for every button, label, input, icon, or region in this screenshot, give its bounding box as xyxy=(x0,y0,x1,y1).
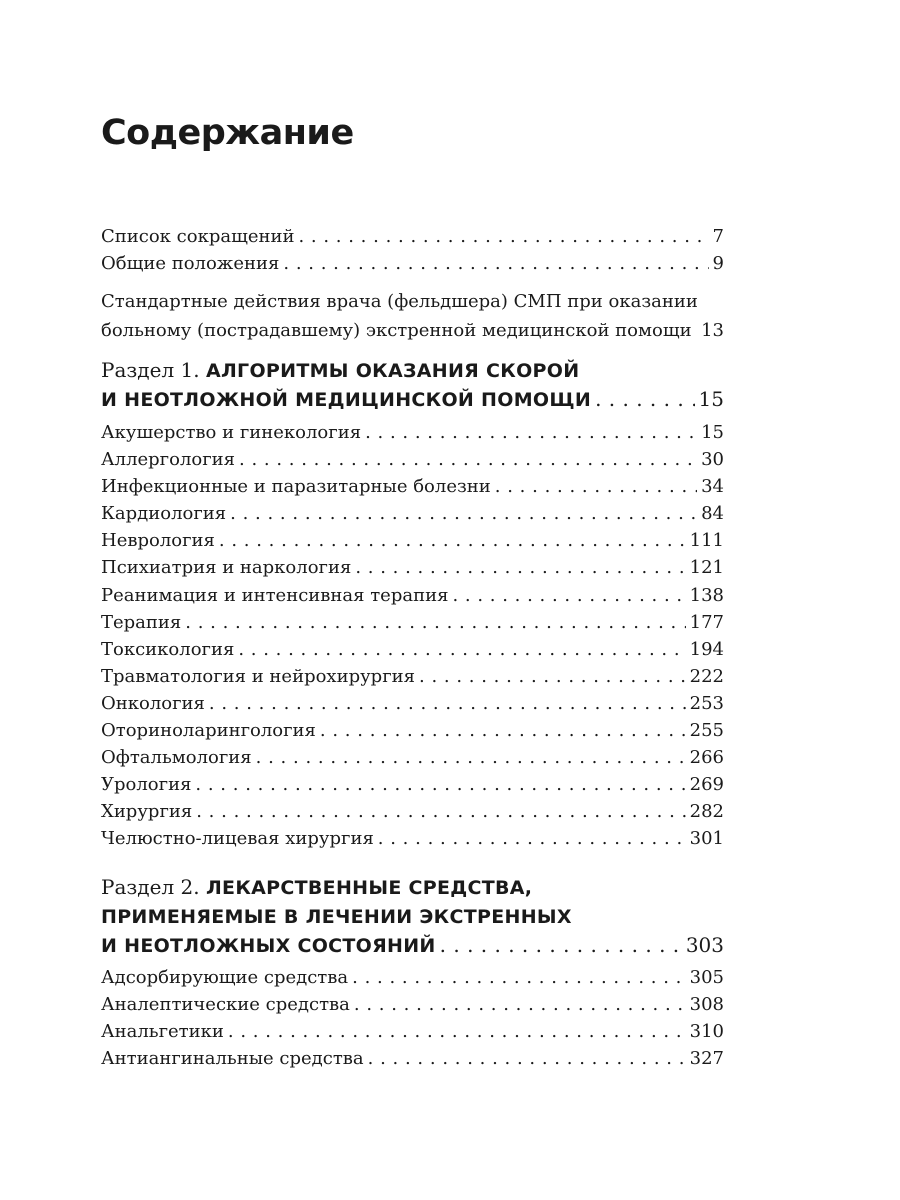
toc-entry[interactable] xyxy=(101,554,724,581)
dot-leader xyxy=(196,798,685,825)
entry-page: 327 xyxy=(689,1048,724,1070)
entry-page: 266 xyxy=(689,747,724,769)
dot-leader xyxy=(219,527,686,554)
section-2-line3 xyxy=(101,931,724,960)
intro-list xyxy=(101,223,724,277)
section-title-line2: ПРИМЕНЯЕМЫЕ В ЛЕЧЕНИИ ЭКСТРЕННЫХ xyxy=(101,906,572,928)
page-title: Содержание xyxy=(101,113,354,153)
dot-leader xyxy=(355,554,685,581)
toc-entry[interactable] xyxy=(101,473,724,500)
dot-leader xyxy=(495,473,697,500)
dot-leader xyxy=(320,717,686,744)
section-title-line1: ЛЕКАРСТВЕННЫЕ СРЕДСТВА, xyxy=(205,877,533,899)
entry-last-line xyxy=(101,317,724,344)
dot-leader xyxy=(452,582,685,609)
entry-page: 9 xyxy=(712,253,724,274)
dot-leader xyxy=(209,690,686,717)
section-page: 303 xyxy=(685,933,724,957)
entry-label: Акушерство и гинекология xyxy=(101,422,362,443)
entry-label: Онкология xyxy=(101,692,205,714)
entry-page: 13 xyxy=(701,320,724,341)
entry-page: 253 xyxy=(689,692,724,714)
dot-leader xyxy=(185,609,685,636)
dot-leader xyxy=(365,419,697,446)
toc-entry[interactable] xyxy=(101,582,724,609)
toc-entry[interactable] xyxy=(101,717,724,744)
toc-entry[interactable] xyxy=(101,663,724,690)
section-2-heading[interactable] xyxy=(101,873,724,960)
dot-leader xyxy=(368,1045,686,1072)
section-2-line2 xyxy=(101,902,724,931)
dot-leader xyxy=(696,317,698,344)
toc-entry[interactable] xyxy=(101,419,724,446)
entry-label: Неврология xyxy=(101,530,215,552)
toc-entry[interactable] xyxy=(101,500,724,527)
entry-label: Общие положения xyxy=(101,253,280,274)
entry-page: 30 xyxy=(701,449,724,471)
entry-label: Аналептические средства xyxy=(101,994,350,1016)
toc-entry[interactable] xyxy=(101,771,724,798)
dot-leader xyxy=(595,385,694,413)
section-1-line2 xyxy=(101,385,724,414)
entry-page: 177 xyxy=(689,611,724,633)
toc-entry[interactable] xyxy=(101,1018,724,1045)
entry-label: Адсорбирующие средства xyxy=(101,967,349,988)
entry-label: Кардиология xyxy=(101,503,227,525)
entry-page: 310 xyxy=(689,1021,724,1043)
toc-entry[interactable] xyxy=(101,250,724,277)
entry-label-line2: больному (пострадавшему) экстренной медицинской помощи xyxy=(101,320,692,341)
entry-label: Урология xyxy=(101,774,192,796)
toc-entry[interactable] xyxy=(101,798,724,825)
toc-entry[interactable] xyxy=(101,446,724,473)
entry-page: 269 xyxy=(689,774,724,796)
dot-leader xyxy=(230,500,697,527)
entry-label: Аллергология xyxy=(101,449,235,471)
toc-entry[interactable] xyxy=(101,636,724,663)
dot-leader xyxy=(228,1018,686,1045)
toc-entry[interactable] xyxy=(101,964,724,991)
toc-entry[interactable] xyxy=(101,991,724,1018)
entry-label: Челюстно-лицевая хирургия xyxy=(101,828,374,850)
section-page: 15 xyxy=(698,387,724,411)
entry-label: Травматология и нейрохирургия xyxy=(101,665,415,687)
dot-leader xyxy=(239,446,697,473)
entry-label: Хирургия xyxy=(101,801,193,823)
dot-leader xyxy=(283,250,708,277)
entry-page: 305 xyxy=(689,967,724,988)
toc-entry[interactable] xyxy=(101,223,724,250)
dot-leader xyxy=(298,223,708,250)
dot-leader xyxy=(256,744,686,771)
entry-page: 7 xyxy=(712,226,724,247)
toc-entry[interactable] xyxy=(101,609,724,636)
dot-leader xyxy=(419,663,686,690)
entry-page: 301 xyxy=(689,828,724,850)
entry-label: Токсикология xyxy=(101,638,235,660)
section-prefix: Раздел 1. xyxy=(101,358,200,382)
section-2-list xyxy=(101,964,724,1072)
entry-label: Психиатрия и наркология xyxy=(101,557,352,579)
dot-leader xyxy=(352,964,686,991)
toc-entry[interactable] xyxy=(101,744,724,771)
entry-label: Анальгетики xyxy=(101,1021,224,1043)
entry-label: Оториноларингология xyxy=(101,720,316,742)
entry-label: Антиангинальные средства xyxy=(101,1048,364,1070)
section-1-list xyxy=(101,419,724,853)
entry-page: 308 xyxy=(689,994,724,1016)
toc-entry[interactable] xyxy=(101,1045,724,1072)
section-title-line1: АЛГОРИТМЫ ОКАЗАНИЯ СКОРОЙ xyxy=(205,360,580,382)
entry-page: 255 xyxy=(689,720,724,742)
entry-label: Инфекционные и паразитарные болезни xyxy=(101,476,491,498)
entry-page: 84 xyxy=(701,503,724,525)
toc-entry[interactable] xyxy=(101,527,724,554)
entry-label: Офтальмология xyxy=(101,747,252,769)
entry-page: 222 xyxy=(689,665,724,687)
toc-entry[interactable] xyxy=(101,825,724,852)
section-1-line1 xyxy=(101,356,724,385)
entry-page: 121 xyxy=(689,557,724,579)
section-1-heading[interactable] xyxy=(101,356,724,414)
section-2-line1 xyxy=(101,873,724,902)
entry-page: 282 xyxy=(689,801,724,823)
section-title-line2: И НЕОТЛОЖНОЙ МЕДИЦИНСКОЙ ПОМОЩИ xyxy=(101,389,592,411)
entry-page: 34 xyxy=(701,476,724,498)
entry-label: Терапия xyxy=(101,611,182,633)
entry-page: 15 xyxy=(701,422,724,443)
entry-page: 111 xyxy=(689,530,724,552)
dot-leader xyxy=(238,636,685,663)
section-prefix: Раздел 2. xyxy=(101,875,200,899)
dot-leader xyxy=(378,825,686,852)
entry-page: 194 xyxy=(689,638,724,660)
dot-leader xyxy=(195,771,685,798)
toc-entry-standard[interactable] xyxy=(101,286,724,344)
entry-label: Реанимация и интенсивная терапия xyxy=(101,584,449,606)
entry-label: Список сокращений xyxy=(101,226,295,247)
section-title-line3: И НЕОТЛОЖНЫХ СОСТОЯНИЙ xyxy=(101,935,436,957)
toc-entry[interactable] xyxy=(101,690,724,717)
entry-page: 138 xyxy=(689,584,724,606)
dot-leader xyxy=(354,991,686,1018)
dot-leader xyxy=(440,931,682,959)
entry-label-line1: Стандартные действия врача (фельдшера) СМП при оказании xyxy=(101,291,698,312)
